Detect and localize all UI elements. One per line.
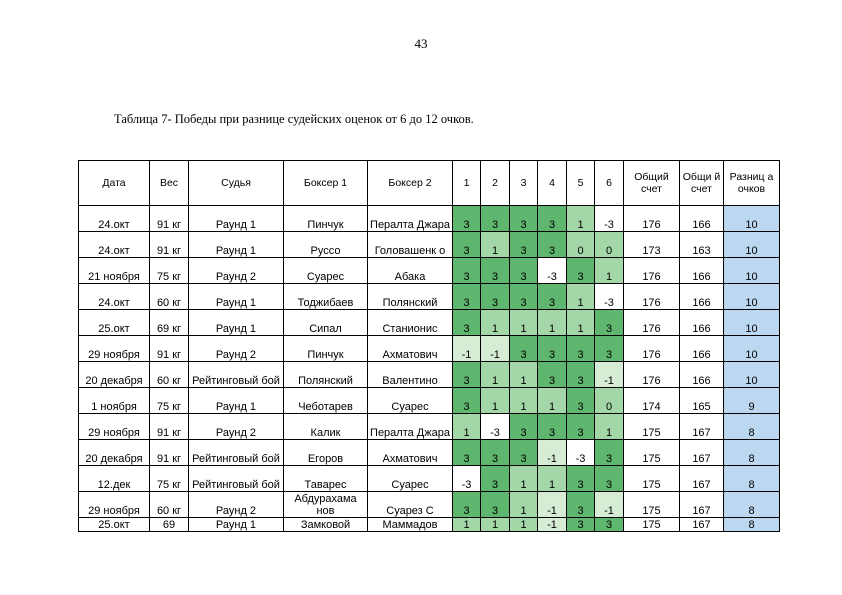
table-row <box>79 466 780 492</box>
cell-boxer1: Замковой <box>284 518 368 532</box>
header-score-3: 3 <box>510 161 538 206</box>
cell-score-1: 3 <box>453 440 481 466</box>
cell-boxer2: Валентино <box>368 362 453 388</box>
table-body <box>79 206 780 532</box>
cell-total1: 176 <box>624 336 680 362</box>
cell-judge: Раунд 1 <box>189 518 284 532</box>
cell-total1: 175 <box>624 440 680 466</box>
cell-score-2: 1 <box>481 388 510 414</box>
cell-score-1: 3 <box>453 258 481 284</box>
cell-boxer1: Пинчук <box>284 336 368 362</box>
cell-score-4: 1 <box>538 310 567 336</box>
cell-judge: Раунд 2 <box>189 336 284 362</box>
cell-judge: Раунд 1 <box>189 284 284 310</box>
page-number: 43 <box>414 36 428 51</box>
cell-score-3: 3 <box>510 440 538 466</box>
cell-score-2: 3 <box>481 466 510 492</box>
table-row <box>79 284 780 310</box>
cell-total1: 176 <box>624 284 680 310</box>
cell-boxer1: Суарес <box>284 258 368 284</box>
cell-score-6: 3 <box>595 310 624 336</box>
cell-score-2: 1 <box>481 362 510 388</box>
cell-diff: 10 <box>724 232 780 258</box>
cell-score-3: 1 <box>510 310 538 336</box>
cell-score-1: 3 <box>453 284 481 310</box>
cell-score-5: 3 <box>567 258 595 284</box>
cell-score-6: 1 <box>595 414 624 440</box>
cell-judge: Раунд 1 <box>189 310 284 336</box>
table-row <box>79 310 780 336</box>
cell-date: 21 ноября <box>79 258 150 284</box>
cell-score-6: -3 <box>595 284 624 310</box>
cell-weight: 60 кг <box>150 362 189 388</box>
cell-total2: 163 <box>680 232 724 258</box>
cell-score-5: 1 <box>567 310 595 336</box>
cell-boxer2: Маммадов <box>368 518 453 532</box>
header-score-1: 1 <box>453 161 481 206</box>
cell-score-1: 3 <box>453 388 481 414</box>
cell-score-3: 1 <box>510 362 538 388</box>
cell-date: 12.дек <box>79 466 150 492</box>
cell-date: 24.окт <box>79 232 150 258</box>
cell-boxer2: Пералта Джара <box>368 206 453 232</box>
cell-date: 29 ноября <box>79 492 150 518</box>
cell-score-1: 1 <box>453 518 481 532</box>
cell-score-5: 3 <box>567 362 595 388</box>
cell-diff: 10 <box>724 362 780 388</box>
cell-diff: 9 <box>724 388 780 414</box>
table-row <box>79 414 780 440</box>
cell-total1: 175 <box>624 466 680 492</box>
cell-boxer2: Суарез С <box>368 492 453 518</box>
cell-score-6: 3 <box>595 518 624 532</box>
header-date: Дата <box>79 161 150 206</box>
cell-score-3: 1 <box>510 518 538 532</box>
cell-total2: 166 <box>680 284 724 310</box>
cell-score-6: 0 <box>595 232 624 258</box>
cell-weight: 91 кг <box>150 440 189 466</box>
cell-diff: 10 <box>724 336 780 362</box>
cell-diff: 8 <box>724 440 780 466</box>
header-score-6: 6 <box>595 161 624 206</box>
cell-judge: Раунд 2 <box>189 492 284 518</box>
cell-score-4: 3 <box>538 362 567 388</box>
cell-score-5: -3 <box>567 440 595 466</box>
cell-boxer2: Пералта Джара <box>368 414 453 440</box>
cell-weight: 60 кг <box>150 284 189 310</box>
cell-diff: 8 <box>724 518 780 532</box>
cell-score-4: 3 <box>538 284 567 310</box>
table-row <box>79 440 780 466</box>
cell-total2: 167 <box>680 492 724 518</box>
header-boxer1: Боксер 1 <box>284 161 368 206</box>
cell-boxer1: Руссо <box>284 232 368 258</box>
cell-score-2: 3 <box>481 206 510 232</box>
header-diff: Разниц а очков <box>724 161 780 206</box>
cell-boxer2: Головашенк о <box>368 232 453 258</box>
cell-score-4: -3 <box>538 258 567 284</box>
cell-score-4: -1 <box>538 518 567 532</box>
cell-judge: Раунд 2 <box>189 258 284 284</box>
cell-total1: 174 <box>624 388 680 414</box>
cell-weight: 91 кг <box>150 414 189 440</box>
cell-total2: 166 <box>680 310 724 336</box>
cell-total1: 176 <box>624 206 680 232</box>
cell-boxer1: Пинчук <box>284 206 368 232</box>
cell-date: 29 ноября <box>79 336 150 362</box>
table-caption: Таблица 7- Победы при разнице судейских оценок от 6 до 12 очков. <box>114 112 474 126</box>
cell-boxer2: Абака <box>368 258 453 284</box>
cell-score-3: 3 <box>510 206 538 232</box>
cell-boxer2: Полянский <box>368 284 453 310</box>
cell-score-3: 3 <box>510 232 538 258</box>
cell-score-6: 0 <box>595 388 624 414</box>
header-weight: Вес <box>150 161 189 206</box>
cell-score-6: -1 <box>595 492 624 518</box>
cell-weight: 91 кг <box>150 336 189 362</box>
cell-score-6: 1 <box>595 258 624 284</box>
cell-score-3: 1 <box>510 492 538 518</box>
cell-score-2: 1 <box>481 310 510 336</box>
table-row <box>79 206 780 232</box>
header-score-5: 5 <box>567 161 595 206</box>
cell-score-3: 3 <box>510 414 538 440</box>
cell-weight: 75 кг <box>150 388 189 414</box>
cell-score-1: 3 <box>453 310 481 336</box>
cell-score-5: 3 <box>567 466 595 492</box>
cell-date: 24.окт <box>79 206 150 232</box>
cell-score-6: 3 <box>595 336 624 362</box>
cell-boxer1: Сипал <box>284 310 368 336</box>
cell-weight: 60 кг <box>150 492 189 518</box>
scores-table <box>78 160 780 532</box>
cell-judge: Раунд 1 <box>189 206 284 232</box>
cell-score-6: 3 <box>595 466 624 492</box>
cell-boxer2: Ахматович <box>368 440 453 466</box>
cell-score-1: -3 <box>453 466 481 492</box>
cell-total2: 167 <box>680 440 724 466</box>
cell-boxer1: Чеботарев <box>284 388 368 414</box>
cell-total2: 166 <box>680 362 724 388</box>
header-row <box>79 161 780 206</box>
table-row <box>79 336 780 362</box>
cell-score-4: 1 <box>538 388 567 414</box>
cell-score-3: 3 <box>510 336 538 362</box>
cell-diff: 8 <box>724 414 780 440</box>
header-total2: Общи й счет <box>680 161 724 206</box>
cell-date: 24.окт <box>79 284 150 310</box>
cell-score-5: 3 <box>567 336 595 362</box>
cell-score-5: 3 <box>567 518 595 532</box>
cell-score-1: 3 <box>453 362 481 388</box>
cell-score-6: -3 <box>595 206 624 232</box>
cell-diff: 10 <box>724 310 780 336</box>
cell-score-5: 0 <box>567 232 595 258</box>
cell-score-2: 3 <box>481 440 510 466</box>
table-row <box>79 388 780 414</box>
cell-total2: 167 <box>680 414 724 440</box>
cell-total1: 175 <box>624 414 680 440</box>
cell-date: 20 декабря <box>79 362 150 388</box>
cell-diff: 10 <box>724 284 780 310</box>
cell-judge: Рейтинговый бой <box>189 466 284 492</box>
cell-score-4: 3 <box>538 414 567 440</box>
cell-total2: 166 <box>680 206 724 232</box>
cell-total2: 167 <box>680 466 724 492</box>
cell-boxer1: Абдурахама нов <box>284 492 368 518</box>
cell-diff: 8 <box>724 492 780 518</box>
header-total1: Общий счет <box>624 161 680 206</box>
table-row <box>79 518 780 532</box>
cell-score-1: -1 <box>453 336 481 362</box>
cell-score-2: 1 <box>481 232 510 258</box>
header-score-2: 2 <box>481 161 510 206</box>
cell-total2: 166 <box>680 336 724 362</box>
cell-boxer1: Егоров <box>284 440 368 466</box>
cell-boxer2: Суарес <box>368 388 453 414</box>
cell-score-6: -1 <box>595 362 624 388</box>
cell-weight: 69 кг <box>150 310 189 336</box>
cell-score-4: -1 <box>538 440 567 466</box>
header-judge: Судья <box>189 161 284 206</box>
cell-judge: Рейтинговый бой <box>189 440 284 466</box>
cell-total2: 165 <box>680 388 724 414</box>
header-boxer2: Боксер 2 <box>368 161 453 206</box>
cell-weight: 91 кг <box>150 232 189 258</box>
cell-total2: 166 <box>680 258 724 284</box>
cell-score-1: 1 <box>453 414 481 440</box>
cell-score-3: 3 <box>510 284 538 310</box>
cell-score-3: 1 <box>510 388 538 414</box>
cell-score-2: 1 <box>481 518 510 532</box>
cell-total1: 175 <box>624 492 680 518</box>
cell-score-4: -1 <box>538 492 567 518</box>
cell-boxer1: Полянский <box>284 362 368 388</box>
cell-date: 1 ноября <box>79 388 150 414</box>
cell-score-1: 3 <box>453 492 481 518</box>
table-row <box>79 258 780 284</box>
cell-date: 29 ноября <box>79 414 150 440</box>
cell-score-3: 1 <box>510 466 538 492</box>
cell-diff: 8 <box>724 466 780 492</box>
cell-score-2: -3 <box>481 414 510 440</box>
cell-total1: 176 <box>624 362 680 388</box>
cell-boxer2: Станионис <box>368 310 453 336</box>
table-row <box>79 362 780 388</box>
cell-total2: 167 <box>680 518 724 532</box>
cell-total1: 176 <box>624 310 680 336</box>
cell-total1: 176 <box>624 258 680 284</box>
cell-score-4: 1 <box>538 466 567 492</box>
cell-total1: 175 <box>624 518 680 532</box>
cell-score-2: 3 <box>481 284 510 310</box>
cell-score-1: 3 <box>453 232 481 258</box>
cell-weight: 75 кг <box>150 466 189 492</box>
cell-boxer1: Калик <box>284 414 368 440</box>
cell-diff: 10 <box>724 206 780 232</box>
cell-score-5: 3 <box>567 414 595 440</box>
table-row <box>79 232 780 258</box>
cell-weight: 91 кг <box>150 206 189 232</box>
cell-score-1: 3 <box>453 206 481 232</box>
cell-diff: 10 <box>724 258 780 284</box>
cell-boxer2: Суарес <box>368 466 453 492</box>
cell-score-5: 1 <box>567 206 595 232</box>
cell-score-5: 1 <box>567 284 595 310</box>
cell-judge: Раунд 2 <box>189 414 284 440</box>
cell-score-2: -1 <box>481 336 510 362</box>
cell-score-4: 3 <box>538 232 567 258</box>
cell-weight: 69 <box>150 518 189 532</box>
cell-total1: 173 <box>624 232 680 258</box>
cell-judge: Рейтинговый бой <box>189 362 284 388</box>
cell-date: 20 декабря <box>79 440 150 466</box>
header-score-4: 4 <box>538 161 567 206</box>
cell-score-4: 3 <box>538 206 567 232</box>
cell-score-4: 3 <box>538 336 567 362</box>
cell-date: 25.окт <box>79 310 150 336</box>
cell-weight: 75 кг <box>150 258 189 284</box>
cell-boxer1: Таварес <box>284 466 368 492</box>
cell-score-5: 3 <box>567 388 595 414</box>
cell-score-5: 3 <box>567 492 595 518</box>
cell-score-2: 3 <box>481 492 510 518</box>
cell-score-2: 3 <box>481 258 510 284</box>
table-row <box>79 492 780 518</box>
cell-score-6: 3 <box>595 440 624 466</box>
cell-judge: Раунд 1 <box>189 232 284 258</box>
cell-judge: Раунд 1 <box>189 388 284 414</box>
cell-score-3: 3 <box>510 258 538 284</box>
cell-boxer1: Тоджибаев <box>284 284 368 310</box>
cell-date: 25.окт <box>79 518 150 532</box>
cell-boxer2: Ахматович <box>368 336 453 362</box>
